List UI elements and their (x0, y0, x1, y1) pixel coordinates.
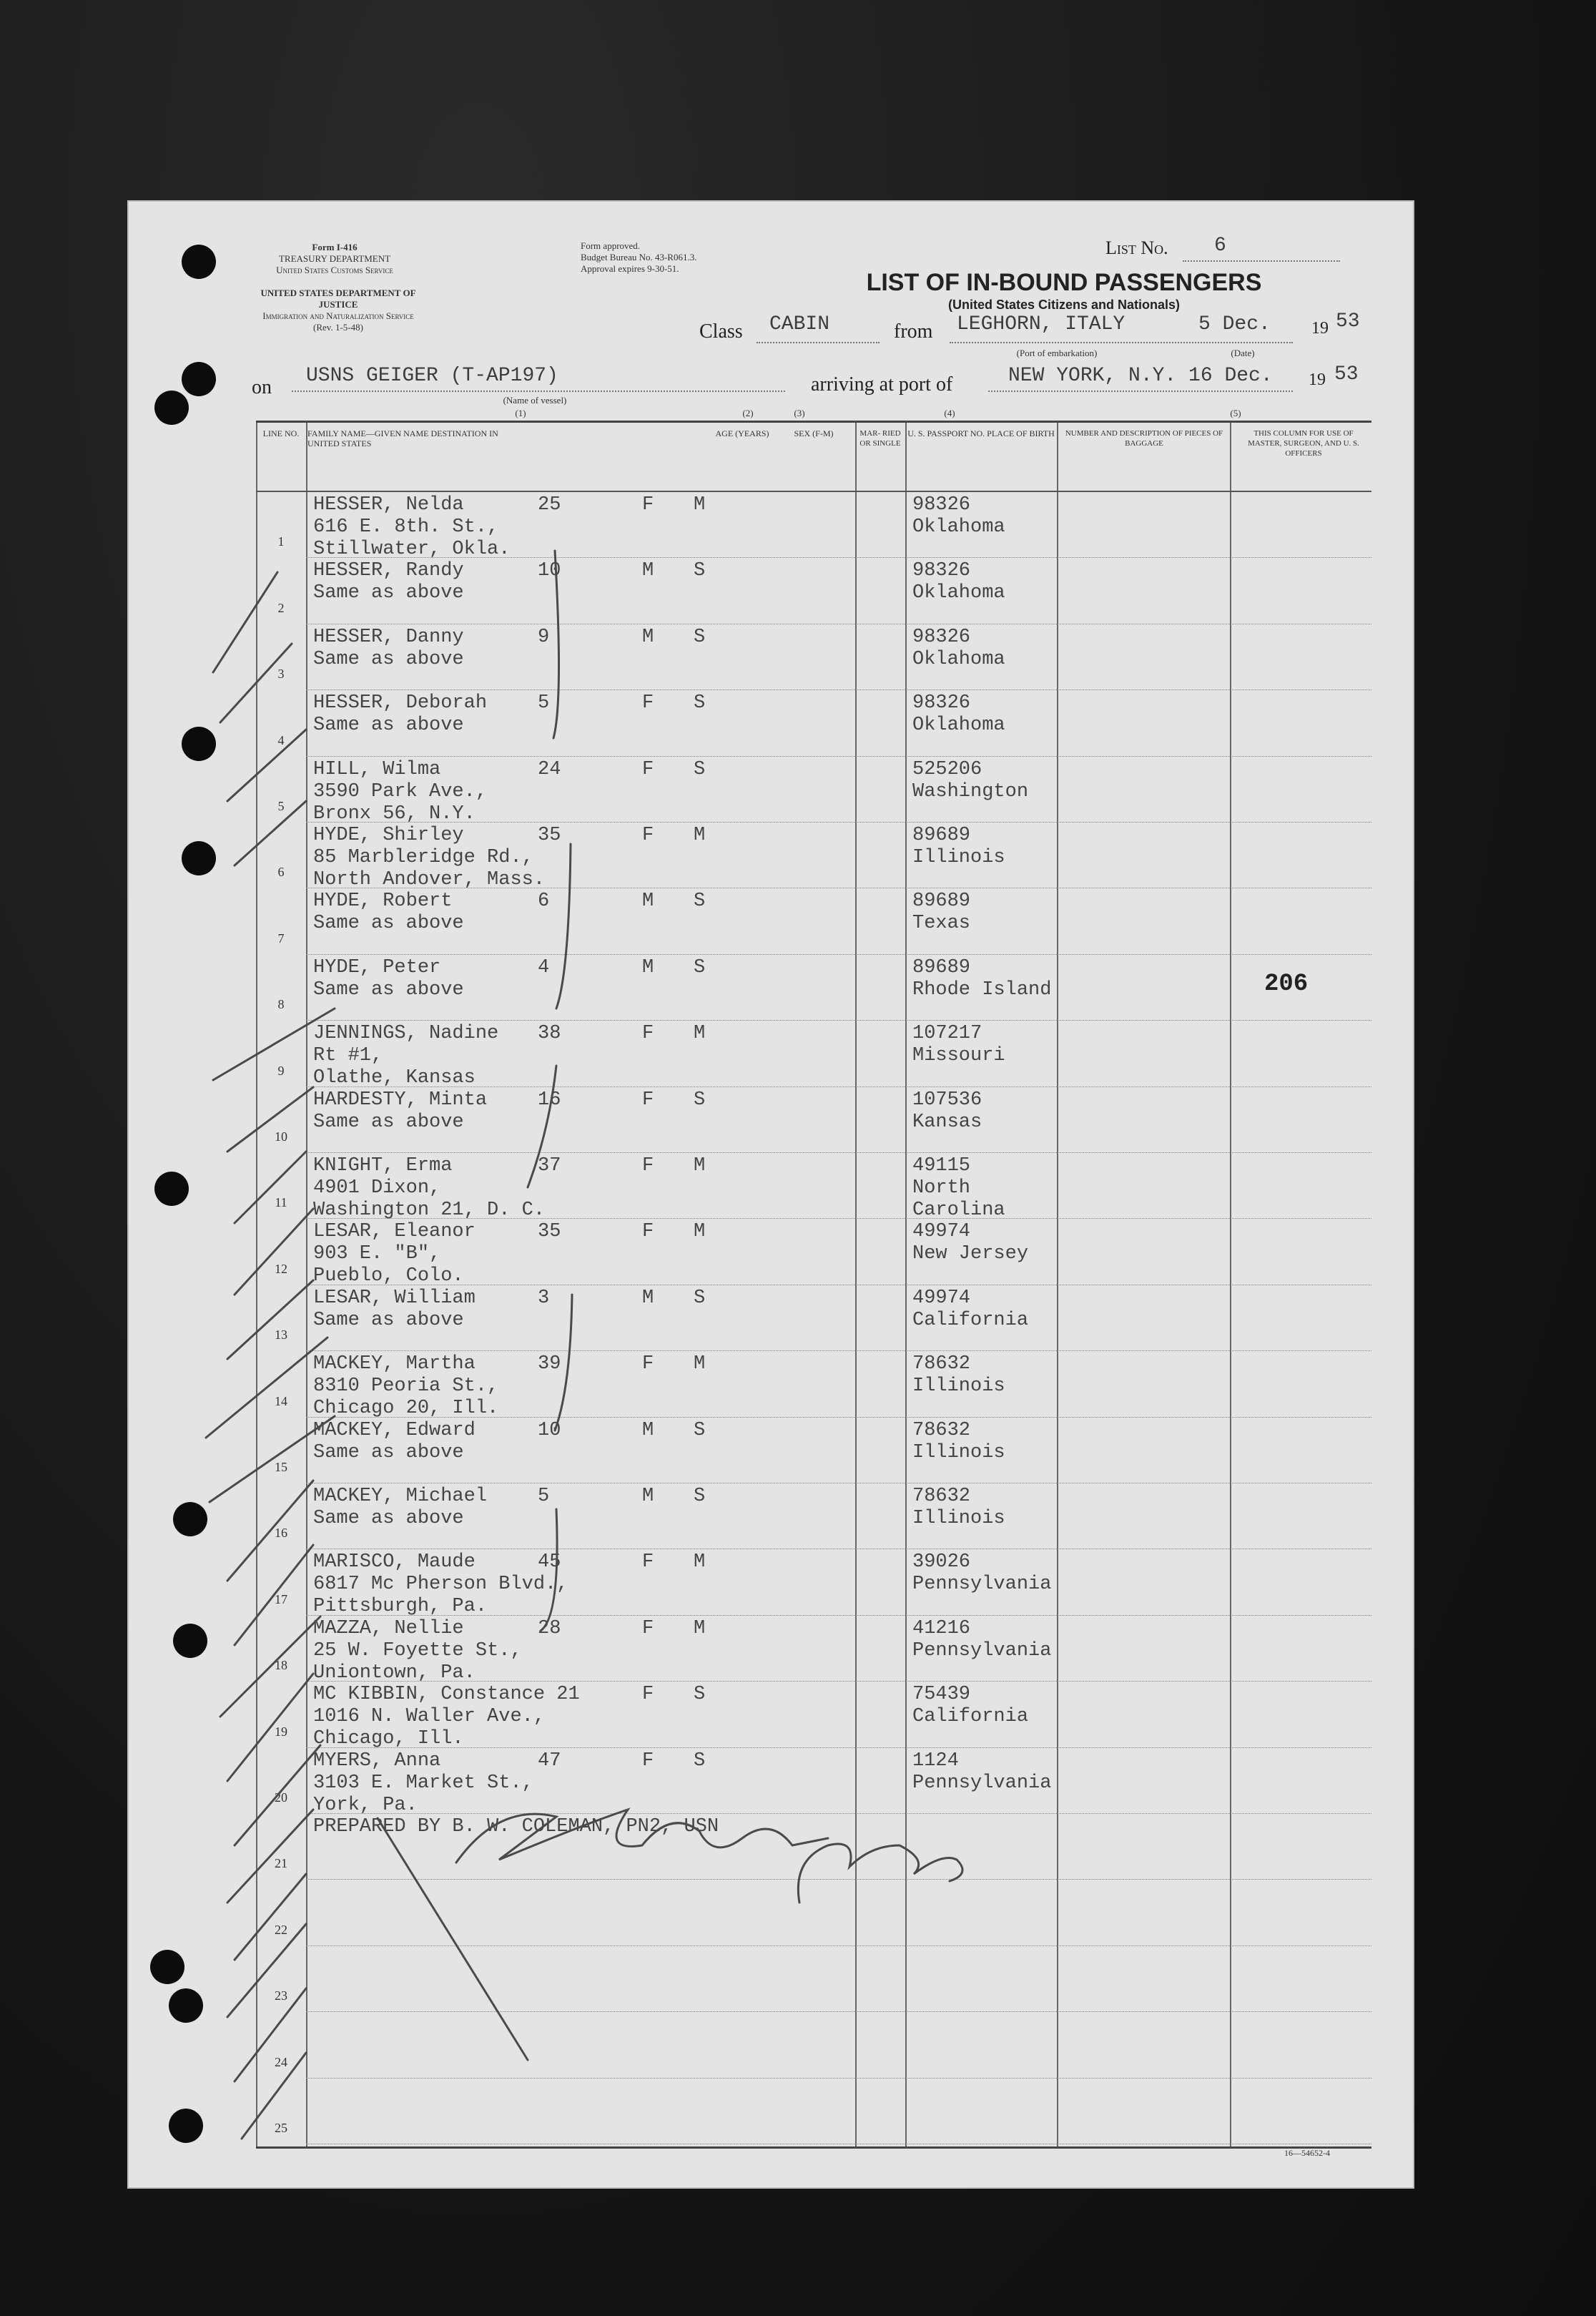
passenger-address: Chicago, Ill. (313, 1728, 464, 1750)
passenger-address: 4901 Dixon, (313, 1177, 441, 1199)
line-number: 3 (277, 667, 285, 682)
treasury-dept: TREASURY DEPARTMENT (278, 253, 391, 264)
passenger-address: Same as above (313, 978, 464, 1001)
passenger-age: 3 (538, 1287, 550, 1309)
colhead-baggage: NUMBER AND DESCRIPTION OF PIECES OF BAGGAGE (1065, 429, 1223, 448)
manifest-page (127, 200, 1414, 2189)
passenger-name: MC KIBBIN, Constance 21 (313, 1684, 580, 1706)
passenger-address: 903 E. "B", (313, 1243, 441, 1265)
passenger-name: HESSER, Randy (313, 560, 464, 582)
customs-service: United States Customs Service (276, 265, 393, 275)
passport-number: 98326 (912, 692, 971, 715)
marital-status: M (694, 1353, 706, 1375)
passenger-name: HESSER, Nelda (313, 494, 464, 516)
page-subtitle: (United States Citizens and Nationals) (947, 298, 1181, 312)
passport-number: 1124 (912, 1750, 959, 1772)
marital-status: S (694, 956, 706, 978)
place-of-birth: Rhode Island (912, 978, 1052, 1001)
line-number: 13 (275, 1328, 287, 1343)
passenger-sex: F (642, 1023, 654, 1045)
page-title: LIST OF IN-BOUND PASSENGERS (866, 269, 1262, 296)
passenger-address: 1016 N. Waller Ave., (313, 1706, 546, 1728)
line-number: 5 (277, 799, 285, 813)
place-of-birth: New Jersey (912, 1243, 1029, 1265)
passenger-age: 45 (538, 1551, 561, 1574)
on-label: on (252, 376, 272, 398)
passenger-name: MYERS, Anna (313, 1750, 441, 1772)
passenger-address: 616 E. 8th. St., (313, 516, 499, 538)
passenger-age: 35 (538, 825, 561, 846)
marital-status: M (694, 494, 706, 516)
passenger-sex: M (642, 626, 654, 648)
passport-number: 49974 (912, 1221, 971, 1243)
col-num-2: (2) (742, 408, 754, 418)
line-number: 11 (275, 1195, 287, 1210)
passport-number: 49115 (912, 1155, 971, 1177)
place-of-birth: California (912, 1309, 1029, 1331)
class-value: CABIN (769, 313, 830, 335)
place-of-birth: Pennsylvania (912, 1639, 1052, 1662)
form-approved: Form approved. (581, 240, 641, 251)
colhead-sex: SEX (F-M) (794, 428, 834, 438)
passenger-address: Olathe, Kansas (313, 1067, 476, 1089)
passenger-sex: M (642, 1287, 654, 1309)
passenger-name: HARDESTY, Minta (313, 1089, 488, 1111)
passenger-age: 28 (538, 1617, 561, 1639)
passenger-address: 6817 Mc Pherson Blvd., (313, 1574, 568, 1596)
marital-status: M (694, 1617, 706, 1639)
passenger-sex: M (642, 890, 654, 913)
passenger-age: 6 (538, 890, 550, 913)
place-of-birth: Washington (912, 780, 1029, 803)
marital-status: M (694, 1155, 706, 1177)
marital-status: S (694, 560, 706, 582)
place-of-birth: Oklahoma (912, 715, 1005, 737)
passenger-sex: F (642, 1089, 654, 1111)
passport-number: 78632 (912, 1419, 971, 1441)
passenger-age: 5 (538, 1486, 550, 1507)
passport-number: 89689 (912, 890, 971, 913)
passenger-address: Chicago 20, Ill. (313, 1398, 499, 1420)
vessel-caption: (Name of vessel) (503, 395, 567, 406)
col-num-1: (1) (515, 408, 526, 418)
line-number: 19 (275, 1724, 287, 1739)
line-number: 25 (275, 2121, 287, 2135)
passenger-sex: F (642, 1551, 654, 1574)
marital-status: M (694, 825, 706, 846)
passenger-sex: F (642, 758, 654, 780)
passenger-name: JENNINGS, Nadine (313, 1023, 499, 1045)
marital-status: M (694, 1023, 706, 1045)
passenger-name: HESSER, Deborah (313, 692, 488, 715)
passenger-sex: F (642, 692, 654, 715)
from-label: from (894, 320, 933, 343)
passenger-age: 47 (538, 1750, 561, 1772)
passport-number: 98326 (912, 560, 971, 582)
passenger-address: Rt #1, (313, 1045, 383, 1067)
passenger-name: HESSER, Danny (313, 626, 464, 648)
passenger-age: 4 (538, 956, 550, 978)
passport-number: 98326 (912, 494, 971, 516)
place-of-birth: Oklahoma (912, 648, 1005, 670)
place-of-birth: Kansas (912, 1111, 982, 1133)
passenger-sex: F (642, 1155, 654, 1177)
embark-date: 5 Dec. (1198, 313, 1271, 335)
officer-note: 206 (1264, 971, 1309, 998)
passenger-sex: F (642, 1750, 654, 1772)
line-number: 4 (277, 732, 285, 747)
colhead-married: MAR- RIED OR SINGLE (859, 429, 901, 448)
arrival-year-prefix: 19 (1309, 371, 1326, 389)
passport-number: 107536 (912, 1089, 982, 1111)
passenger-address: Washington 21, D. C. (313, 1199, 546, 1221)
passenger-name: MACKEY, Michael (313, 1486, 488, 1507)
place-of-birth: California (912, 1706, 1029, 1728)
passenger-sex: M (642, 1486, 654, 1507)
passenger-address: Same as above (313, 1508, 464, 1529)
passport-number: 78632 (912, 1353, 971, 1375)
passenger-sex: M (642, 560, 654, 582)
arrival-year: 53 (1334, 363, 1359, 386)
line-number: 21 (275, 1856, 287, 1871)
passenger-address: Same as above (313, 582, 464, 604)
passenger-age: 25 (538, 494, 561, 516)
passenger-address: 85 Marbleridge Rd., (313, 847, 533, 868)
passport-number: 41216 (912, 1617, 971, 1639)
line-number: 16 (275, 1526, 287, 1541)
passenger-name: HYDE, Peter (313, 956, 441, 978)
passenger-name: PREPARED BY B. W. COLEMAN, PN2, USN (313, 1816, 719, 1837)
passenger-age: 5 (538, 692, 550, 715)
passenger-address: Same as above (313, 1309, 464, 1331)
embark-year: 53 (1336, 310, 1360, 333)
place-of-birth: Texas (912, 913, 971, 935)
marital-status: S (694, 1684, 706, 1706)
handwritten-marks (127, 200, 1414, 2189)
place-of-birth: Illinois (912, 1508, 1005, 1529)
passenger-age: 39 (538, 1353, 561, 1375)
passport-number: 75439 (912, 1684, 971, 1706)
revision: (Rev. 1-5-48) (313, 322, 363, 333)
marital-status: S (694, 1486, 706, 1507)
passenger-name: LESAR, William (313, 1287, 476, 1309)
date-caption: (Date) (1231, 348, 1255, 358)
passenger-name: KNIGHT, Erma (313, 1155, 453, 1177)
place-of-birth: Illinois (912, 847, 1005, 868)
passenger-sex: F (642, 1684, 654, 1706)
passenger-address: Same as above (313, 1441, 464, 1463)
colhead-officers: THIS COLUMN FOR USE OF MASTER, SURGEON, AND U. S. OFFICERS (1248, 429, 1359, 458)
place-of-birth: Oklahoma (912, 582, 1005, 604)
passenger-address: Pittsburgh, Pa. (313, 1596, 488, 1618)
passenger-name: HYDE, Shirley (313, 825, 464, 846)
passenger-name: HILL, Wilma (313, 758, 441, 780)
line-number: 6 (277, 865, 285, 880)
colhead-passport: U. S. PASSPORT NO. PLACE OF BIRTH (907, 428, 1055, 438)
arrival-port: NEW YORK, N.Y. 16 Dec. (1008, 365, 1273, 387)
passenger-sex: F (642, 1221, 654, 1243)
line-number: 17 (275, 1591, 287, 1606)
embark-port: LEGHORN, ITALY (957, 313, 1125, 335)
passenger-name: MACKEY, Martha (313, 1353, 476, 1375)
marital-status: S (694, 1287, 706, 1309)
passport-number: 89689 (912, 956, 971, 978)
line-number: 22 (275, 1922, 287, 1937)
passenger-age: 9 (538, 626, 550, 648)
passenger-name: MACKEY, Edward (313, 1419, 476, 1441)
line-number: 18 (275, 1658, 287, 1673)
passport-number: 107217 (912, 1023, 982, 1045)
passenger-name: HYDE, Robert (313, 890, 453, 913)
approval-expires: Approval expires 9-30-51. (581, 263, 679, 274)
colhead-age: AGE (YEARS) (715, 428, 769, 438)
marital-status: M (694, 1221, 706, 1243)
passenger-sex: F (642, 1353, 654, 1375)
line-number: 7 (277, 931, 285, 946)
passport-number: 49974 (912, 1287, 971, 1309)
colhead-line: LINE NO. (262, 428, 300, 438)
passenger-address: North Andover, Mass. (313, 869, 546, 890)
marital-status: S (694, 1419, 706, 1441)
marital-status: M (694, 1551, 706, 1574)
passenger-sex: M (642, 956, 654, 978)
marital-status: S (694, 626, 706, 648)
passenger-age: 16 (538, 1089, 561, 1111)
passenger-age: 38 (538, 1023, 561, 1045)
passenger-age: 24 (538, 758, 561, 780)
line-number: 23 (275, 1988, 287, 2003)
passenger-sex: F (642, 825, 654, 846)
col-num-4: (4) (944, 408, 955, 418)
passenger-address: Same as above (313, 715, 464, 737)
passenger-name: MAZZA, Nellie (313, 1617, 464, 1639)
list-no-label: List No. (1105, 237, 1168, 258)
vessel-name: USNS GEIGER (T-AP197) (306, 365, 558, 387)
passenger-address: 8310 Peoria St., (313, 1375, 499, 1398)
passenger-age: 10 (538, 1419, 561, 1441)
place-of-birth: Illinois (912, 1375, 1005, 1398)
passenger-sex: F (642, 494, 654, 516)
place-of-birth: Pennsylvania (912, 1772, 1052, 1794)
passport-number: 39026 (912, 1551, 971, 1574)
passenger-address: Same as above (313, 1111, 464, 1133)
place-of-birth: Missouri (912, 1045, 1005, 1067)
colhead-name: FAMILY NAME—GIVEN NAME DESTINATION IN UNITED STATES (307, 428, 498, 448)
footer-code: 16—54652-4 (1284, 2148, 1330, 2158)
line-number: 9 (277, 1063, 285, 1078)
passenger-address: Uniontown, Pa. (313, 1662, 476, 1684)
col-num-5: (5) (1230, 408, 1241, 418)
passenger-address: Pueblo, Colo. (313, 1265, 464, 1287)
passenger-sex: F (642, 1617, 654, 1639)
class-label: Class (699, 320, 743, 343)
passenger-age: 10 (538, 560, 561, 582)
marital-status: S (694, 692, 706, 715)
arriving-label: arriving at port of (811, 373, 953, 396)
line-number: 14 (275, 1393, 287, 1408)
line-number: 12 (275, 1261, 287, 1276)
form-number: Form I-416 (312, 242, 358, 252)
line-number: 1 (277, 534, 285, 549)
passenger-age: 37 (538, 1155, 561, 1177)
col-num-3: (3) (794, 408, 805, 418)
place-of-birth: Oklahoma (912, 516, 1005, 538)
justice-dept: UNITED STATES DEPARTMENT OF JUSTICE (260, 288, 416, 310)
passenger-address: Same as above (313, 913, 464, 935)
line-number: 2 (277, 600, 285, 615)
year-prefix: 19 (1311, 319, 1329, 338)
passport-number: 89689 (912, 825, 971, 846)
marital-status: S (694, 1750, 706, 1772)
passenger-address: York, Pa. (313, 1794, 418, 1816)
passport-number: 98326 (912, 626, 971, 648)
budget-bureau: Budget Bureau No. 43-R061.3. (581, 252, 697, 262)
passenger-name: LESAR, Eleanor (313, 1221, 476, 1243)
line-number: 24 (275, 2054, 287, 2069)
passenger-address: 3590 Park Ave., (313, 780, 488, 803)
marital-status: S (694, 758, 706, 780)
place-of-birth: Illinois (912, 1441, 1005, 1463)
passport-number: 78632 (912, 1486, 971, 1507)
passenger-address: Bronx 56, N.Y. (313, 803, 476, 825)
passenger-sex: M (642, 1419, 654, 1441)
line-number: 15 (275, 1460, 287, 1474)
ins-service: Immigration and Naturalization Service (262, 310, 414, 321)
marital-status: S (694, 1089, 706, 1111)
place-of-birth: Pennsylvania (912, 1574, 1052, 1596)
passenger-address: Same as above (313, 648, 464, 670)
passenger-address: 25 W. Foyette St., (313, 1639, 522, 1662)
passport-number: 525206 (912, 758, 982, 780)
port-caption: (Port of embarkation) (1016, 348, 1098, 358)
list-no-value: 6 (1214, 235, 1226, 257)
place-of-birth: Carolina (912, 1199, 1005, 1221)
passenger-name: MARISCO, Maude (313, 1551, 476, 1574)
line-number: 20 (275, 1790, 287, 1805)
passenger-address: Stillwater, Okla. (313, 539, 511, 560)
marital-status: S (694, 890, 706, 913)
place-of-birth: North (912, 1177, 971, 1199)
line-number: 10 (275, 1129, 287, 1144)
passenger-age: 35 (538, 1221, 561, 1243)
passenger-address: 3103 E. Market St., (313, 1772, 533, 1794)
line-number: 8 (277, 997, 285, 1012)
